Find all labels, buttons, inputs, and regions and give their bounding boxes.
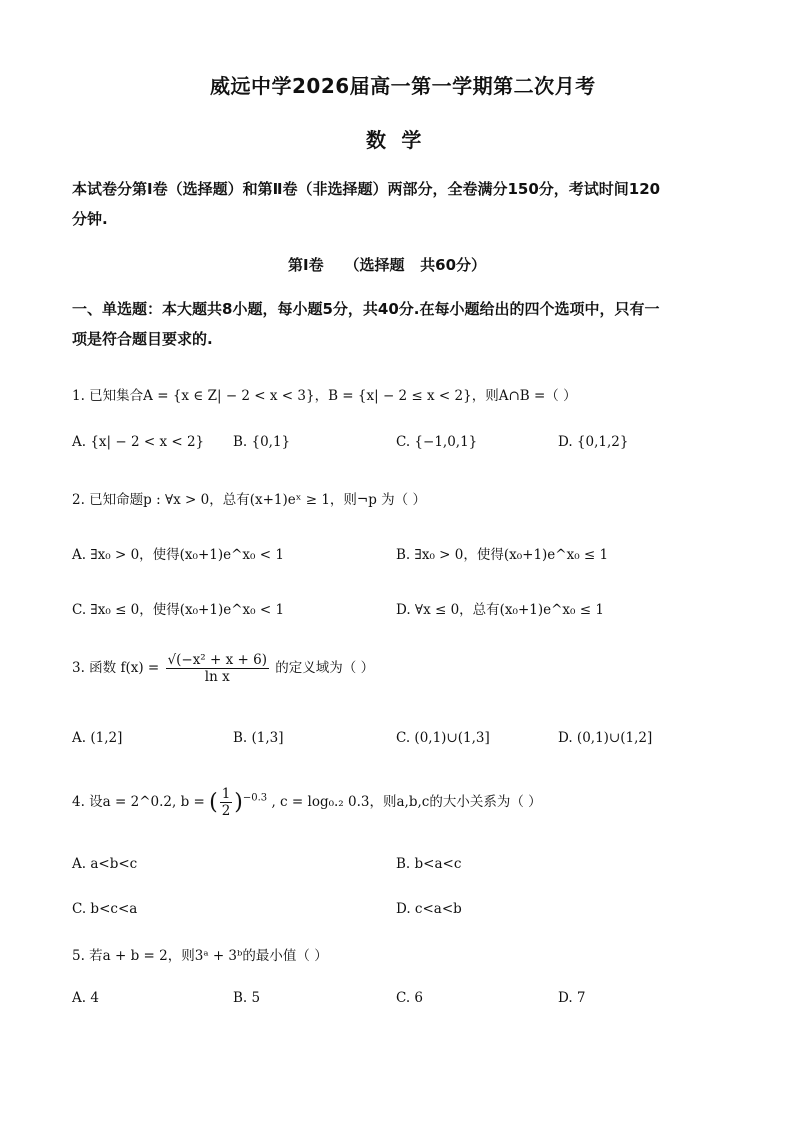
question-4-fraction (220, 786, 233, 819)
question-3-option-b: B. (1,3] (233, 730, 284, 746)
question-4-option-a: A. a<b<c (72, 856, 138, 872)
question-3-option-a: A. (1,2] (72, 730, 123, 746)
question-5-option-b: B. 5 (233, 990, 261, 1006)
question-4-frac-den: 2 (221, 803, 231, 819)
subject-title: 数 学 (366, 128, 422, 152)
question-4-prefix: 4. 设a = 2^0.2, b = (72, 794, 210, 810)
question-4-suffix: , c = log₀.₂ 0.3，则a,b,c的大小关系为（ ） (267, 794, 542, 810)
question-3-stem (72, 652, 374, 685)
intro-line-2: 分钟. (72, 210, 108, 228)
question-2-option-b: B. ∃x₀ > 0，使得(x₀+1)e^x₀ ≤ 1 (396, 547, 609, 563)
question-4-option-d: D. c<a<b (396, 901, 462, 917)
question-5-option-a: A. 4 (72, 990, 99, 1006)
question-3-option-d: D. (0,1)∪(1,2] (558, 730, 653, 746)
question-4-stem (72, 786, 542, 819)
question-1-option-a: A. {x| − 2 < x < 2} (72, 434, 205, 450)
question-1-option-c: C. {−1,0,1} (396, 434, 478, 450)
question-2-option-a: A. ∃x₀ > 0，使得(x₀+1)e^x₀ < 1 (72, 547, 284, 563)
question-3-option-c: C. (0,1)∪(1,3] (396, 730, 490, 746)
question-3-prefix: 3. 函数 f(x) = (72, 660, 164, 676)
question-4-left-paren: ( (209, 790, 218, 815)
exam-title: 威远中学2026届高一第一学期第二次月考 (210, 74, 596, 98)
question-4-exponent: −0.3 (242, 792, 268, 804)
instructions-line-2: 项是符合题目要求的. (72, 330, 213, 348)
question-3-denominator: ln x (204, 669, 230, 685)
question-5-stem: 5. 若a + b = 2，则3ᵃ + 3ᵇ的最小值（ ） (72, 948, 328, 964)
section-heading: 第Ⅰ卷 （选择题 共60分） (288, 256, 487, 274)
question-4-frac-num: 1 (221, 786, 231, 802)
question-3-suffix: 的定义域为（ ） (270, 660, 375, 676)
question-1-option-d: D. {0,1,2} (558, 434, 629, 450)
question-3-numerator: √(−x² + x + 6) (167, 652, 267, 668)
question-1-stem: 1. 已知集合A = {x ∈ Z| − 2 < x < 3}，B = {x| − 2 ≤ x < 2}，则A∩B =（ ） (72, 388, 577, 404)
intro-line-1: 本试卷分第Ⅰ卷（选择题）和第Ⅱ卷（非选择题）两部分，全卷满分150分，考试时间120 (72, 180, 661, 198)
question-4-right-paren: ) (234, 790, 243, 815)
question-4-option-b: B. b<a<c (396, 856, 462, 872)
question-2-stem: 2. 已知命题p : ∀x > 0，总有(x+1)eˣ ≥ 1，则¬p 为（ ） (72, 492, 426, 508)
question-5-option-d: D. 7 (558, 990, 586, 1006)
question-3-fraction (166, 652, 269, 685)
question-4-option-c: C. b<c<a (72, 901, 138, 917)
question-5-option-c: C. 6 (396, 990, 424, 1006)
question-2-option-d: D. ∀x ≤ 0，总有(x₀+1)e^x₀ ≤ 1 (396, 602, 604, 618)
question-2-option-c: C. ∃x₀ ≤ 0，使得(x₀+1)e^x₀ < 1 (72, 602, 285, 618)
instructions-line-1: 一、单选题：本大题共8小题，每小题5分，共40分.在每小题给出的四个选项中，只有一 (72, 300, 660, 318)
question-1-option-b: B. {0,1} (233, 434, 291, 450)
